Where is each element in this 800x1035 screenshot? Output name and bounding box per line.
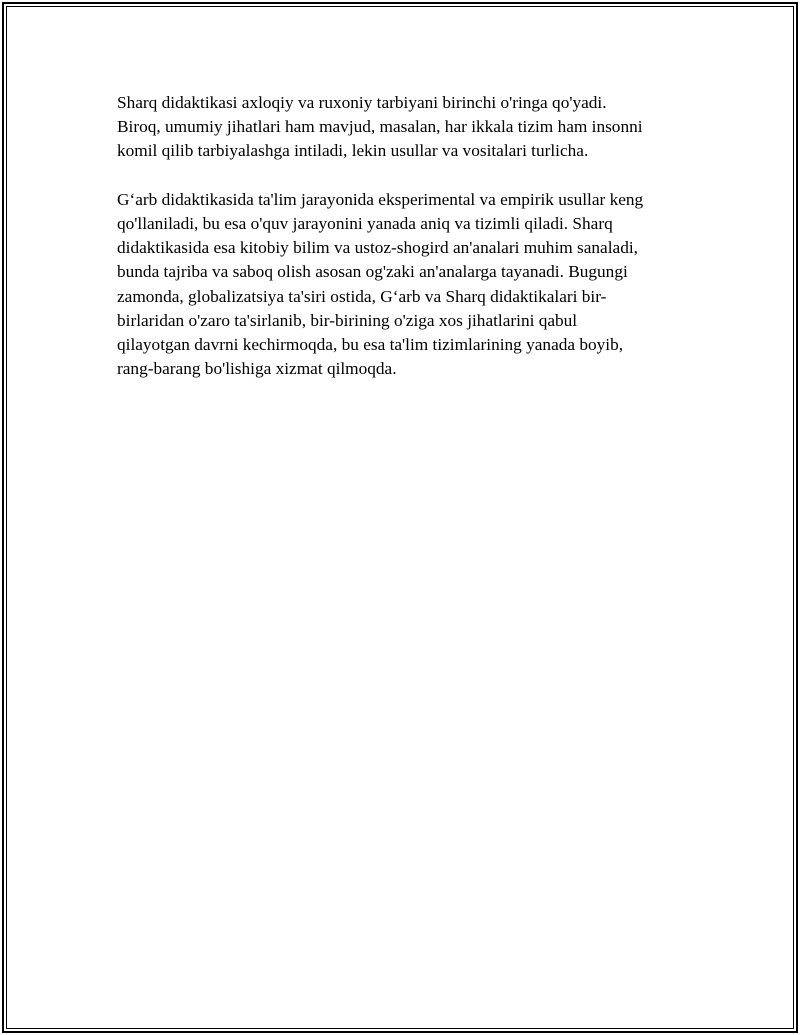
paragraph-1: Sharq didaktikasi axloqiy va ruxoniy tarbiyani birinchi o'ringa qo'yadi. Biroq, umumiy jihatlari ham mavjud, masalan, har ikkala tizim ham insonni komil qilib tarbiyalashga intiladi, lekin usullar va vositalari turlicha.: [117, 93, 643, 161]
document-body: [117, 91, 687, 406]
paragraph-2: G‘arb didaktikasida ta'lim jarayonida eksperimental va empirik usullar keng qo'llaniladi, bu esa o'quv jarayonini yanada aniq va tizimli qiladi. Sharq didaktikasida esa kitobiy bilim va ustoz-shogird an'analari muhim sanaladi, bunda tajriba va saboq olish asosan og'zaki an'analarga tayanadi. Bugungi zamonda, globalizatsiya ta'siri ostida, G‘arb va Sharq didaktikalari bir- birlaridan o'zaro ta'sirlanib, bir-birining o'ziga xos jihatlarini qabul qilayotgan davrni kechirmoqda, bu esa ta'lim tizimlarining yanada boyib, rang-barang bo'lishiga xizmat qilmoqda.: [117, 189, 644, 379]
